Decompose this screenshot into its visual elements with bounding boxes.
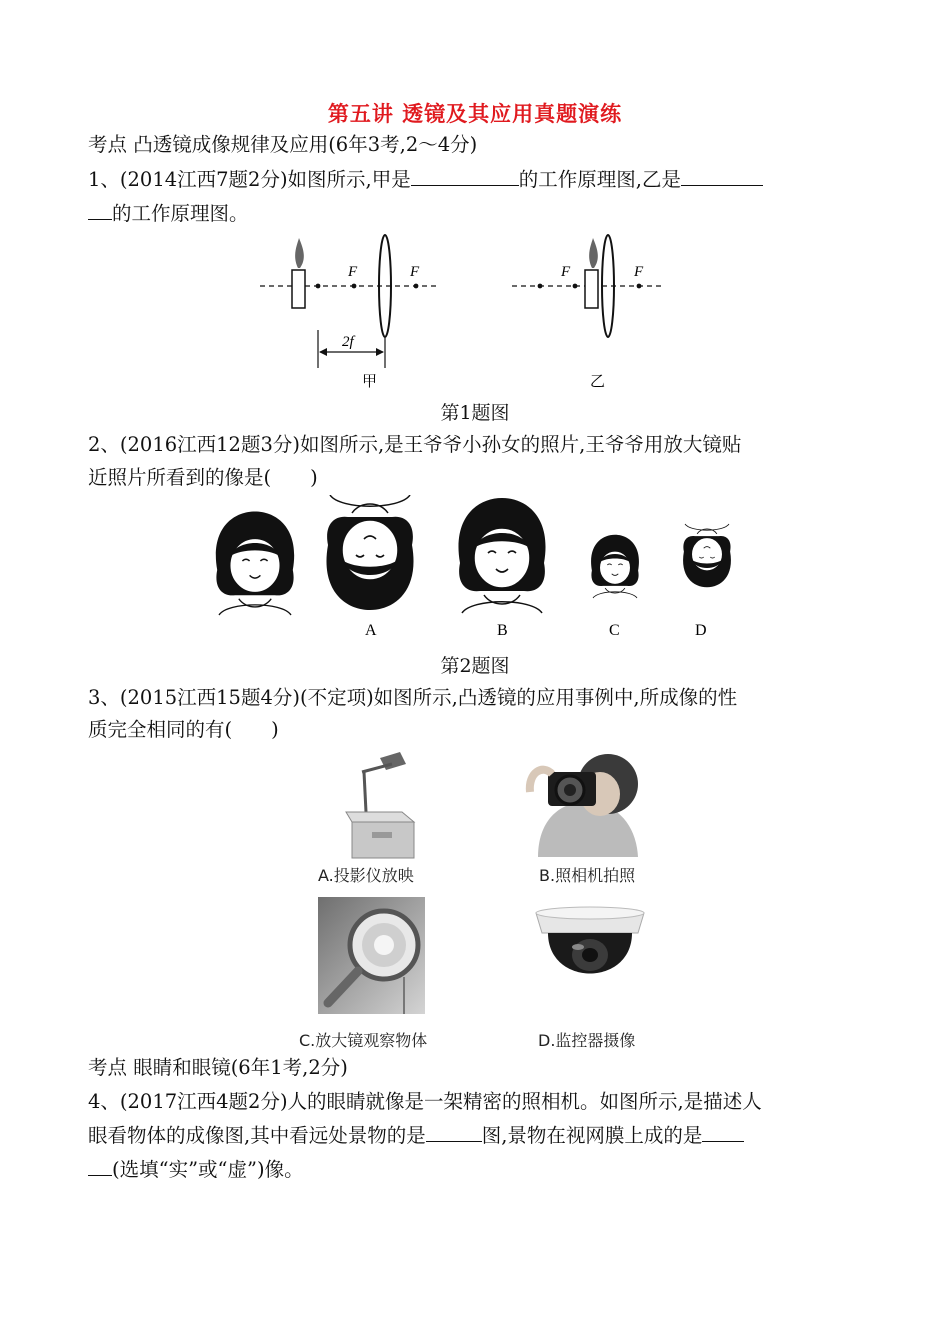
- label-2f: 2f: [342, 334, 354, 350]
- q4-text-b: 图,景物在视网膜上成的是: [481, 1124, 703, 1147]
- q1-caption: 第1题图: [440, 402, 510, 424]
- option-b-label: B: [497, 622, 508, 639]
- diagram-yi: [512, 235, 662, 390]
- original-photo: [216, 512, 294, 616]
- q1-blank-2b[interactable]: [88, 201, 112, 220]
- q1-line2: [88, 201, 249, 227]
- label-f-left-yi: F: [561, 264, 571, 280]
- q1-blank-1[interactable]: [411, 167, 519, 186]
- candle-jia: [292, 238, 305, 308]
- q4-blank-1[interactable]: [426, 1123, 482, 1142]
- point-f-right-jia: [414, 284, 419, 289]
- candle-yi: [585, 238, 598, 308]
- q2-line2: 近照片所看到的像是( ): [88, 466, 318, 489]
- page-title: 第五讲 透镜及其应用真题演练: [327, 101, 623, 126]
- photo-c-label: C.放大镜观察物体: [299, 1031, 428, 1050]
- label-f-right-jia: F: [410, 264, 420, 280]
- q2-caption: 第2题图: [440, 655, 510, 677]
- q4-blank-2b[interactable]: [88, 1157, 112, 1176]
- photo-d-label: D.监控器摄像: [538, 1031, 636, 1050]
- q4-text-c: (选填“实”或“虚”)像。: [112, 1158, 304, 1181]
- q1-blank-2a[interactable]: [681, 167, 763, 186]
- camera-photo: [518, 752, 653, 857]
- option-d-label: D: [695, 622, 707, 639]
- q4-line1: 4、(2017江西4题2分)人的眼睛就像是一架精密的照相机。如图所示,是描述人: [88, 1090, 762, 1113]
- photo-b-label: B.照相机拍照: [539, 866, 636, 885]
- label-f-left-jia: F: [348, 264, 358, 280]
- option-c-image: [591, 535, 639, 598]
- section-heading-1: 考点 凸透镜成像规律及应用(6年3考,2～4分): [88, 133, 478, 156]
- q4-blank-2a[interactable]: [702, 1123, 744, 1142]
- q4-text-a: 眼看物体的成像图,其中看远处景物的是: [88, 1124, 426, 1147]
- photo-a-label: A.投影仪放映: [318, 866, 414, 885]
- point-f-right-yi: [637, 284, 642, 289]
- option-c-label: C: [609, 622, 620, 639]
- q3-line1: 3、(2015江西15题4分)(不定项)如图所示,凸透镜的应用事例中,所成像的性: [88, 686, 738, 709]
- q4-line2: [88, 1123, 744, 1149]
- diagram-jia: [260, 235, 438, 390]
- option-b-image: [458, 498, 545, 613]
- q2-figure: [210, 495, 750, 645]
- magnifier-photo: [318, 897, 425, 1014]
- option-a-image: [326, 495, 413, 610]
- projector-photo: [322, 750, 422, 860]
- section-heading-2: 考点 眼睛和眼镜(6年1考,2分): [88, 1056, 348, 1079]
- option-a-label: A: [365, 622, 377, 639]
- label-f-right-yi: F: [634, 264, 644, 280]
- label-yi: 乙: [590, 374, 606, 390]
- q1-text-a: 1、(2014江西7题2分)如图所示,甲是: [88, 168, 411, 191]
- point-f-left-jia: [352, 284, 357, 289]
- point-f-left-yi: [573, 284, 578, 289]
- option-d-image: [683, 524, 731, 587]
- dome-camera-photo: [530, 897, 650, 1014]
- point-2f-jia: [316, 284, 321, 289]
- point-2f-yi: [538, 284, 543, 289]
- q1-line1: [88, 167, 763, 193]
- q4-line3: [88, 1157, 304, 1183]
- label-jia: 甲: [362, 374, 378, 390]
- q3-line2: 质完全相同的有( ): [88, 718, 279, 741]
- q1-text-c: 的工作原理图。: [112, 202, 249, 225]
- q1-text-b: 的工作原理图,乙是: [518, 168, 681, 191]
- q2-line1: 2、(2016江西12题3分)如图所示,是王爷爷小孙女的照片,王爷爷用放大镜贴: [88, 433, 742, 456]
- q1-figure: [250, 228, 700, 393]
